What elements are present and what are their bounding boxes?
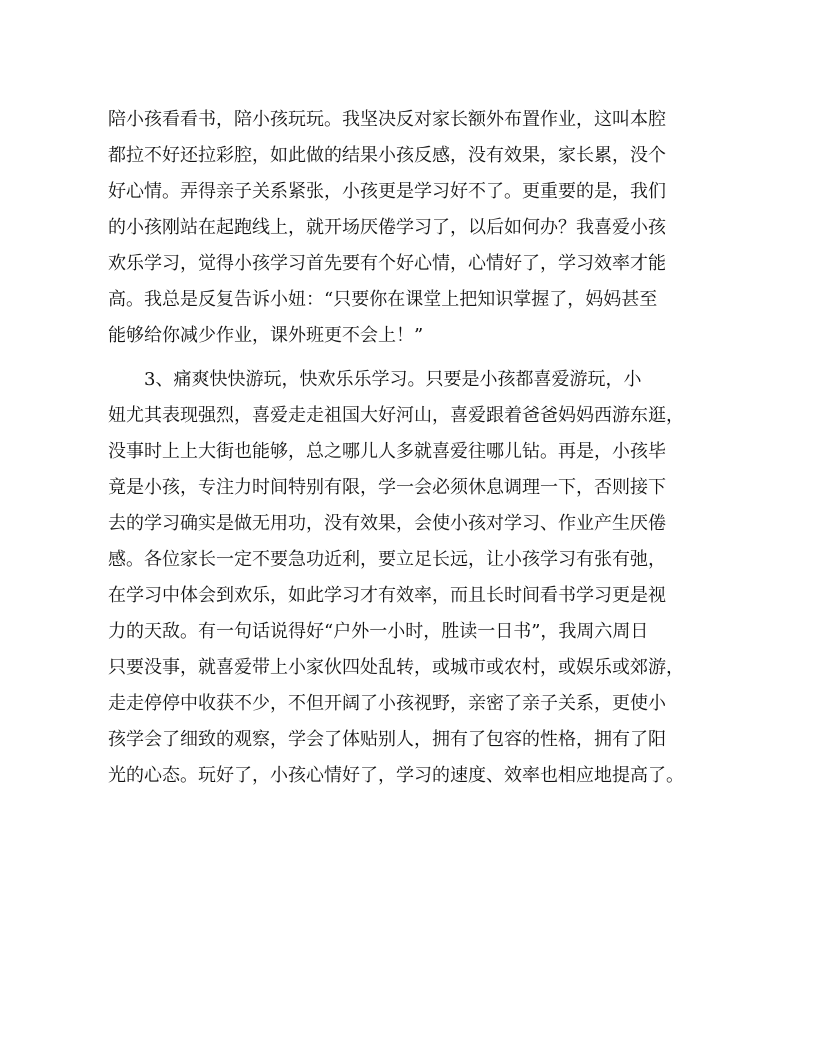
text-line: 只要没事，就喜爱带上小家伙四处乱转，或城市或农村，或娱乐或郊游， xyxy=(108,657,684,678)
text-line: 3、痛爽快快游玩，快欢乐乐学习。只要是小孩都喜爱游玩，小 xyxy=(144,369,642,390)
text-line: 去的学习确实是做无用功，没有效果，会使小孩对学习、作业产生厌倦 xyxy=(108,513,666,534)
text-line: 的小孩刚站在起跑线上，就开场厌倦学习了，以后如何办？我喜爱小孩 xyxy=(108,217,666,238)
text-line: 妞尤其表现强烈，喜爱走走祖国大好河山，喜爱跟着爸爸妈妈西游东逛， xyxy=(108,405,684,426)
paragraph-1 xyxy=(108,102,712,354)
text-line: 没事时上上大街也能够，总之哪儿人多就喜爱往哪儿钻。再是，小孩毕 xyxy=(108,441,666,462)
text-line: 陪小孩看看书，陪小孩玩玩。我坚决反对家长额外布置作业，这叫本腔 xyxy=(108,109,666,130)
text-line: 好心情。弄得亲子关系紧张，小孩更是学习好不了。更重要的是，我们 xyxy=(108,181,666,202)
text-line: 都拉不好还拉彩腔，如此做的结果小孩反感，没有效果，家长累，没个 xyxy=(108,145,666,166)
text-line: 在学习中体会到欢乐，如此学习才有效率，而且长时间看书学习更是视 xyxy=(108,585,666,606)
document-body xyxy=(108,102,712,794)
text-line: 走走停停中收获不少，不但开阔了小孩视野，亲密了亲子关系，更使小 xyxy=(108,693,666,714)
text-line: 光的心态。玩好了，小孩心情好了，学习的速度、效率也相应地提高了。 xyxy=(108,765,684,786)
text-line: 感。各位家长一定不要急功近利，要立足长远，让小孩学习有张有弛， xyxy=(108,549,666,570)
text-line: 力的天敌。有一句话说得好“户外一小时，胜读一日书”，我周六周日 xyxy=(108,621,649,642)
paragraph-2 xyxy=(108,362,712,794)
text-line: 竟是小孩，专注力时间特别有限，学一会必须休息调理一下，否则接下 xyxy=(108,477,666,498)
paragraph-gap xyxy=(108,354,712,362)
text-line: 欢乐学习，觉得小孩学习首先要有个好心情，心情好了，学习效率才能 xyxy=(108,253,666,274)
text-line: 高。我总是反复告诉小妞：“只要你在课堂上把知识掌握了，妈妈甚至 xyxy=(108,289,658,310)
text-line: 孩学会了细致的观察，学会了体贴别人，拥有了包容的性格，拥有了阳 xyxy=(108,729,666,750)
text-line: 能够给你减少作业，课外班更不会上！” xyxy=(108,325,424,346)
